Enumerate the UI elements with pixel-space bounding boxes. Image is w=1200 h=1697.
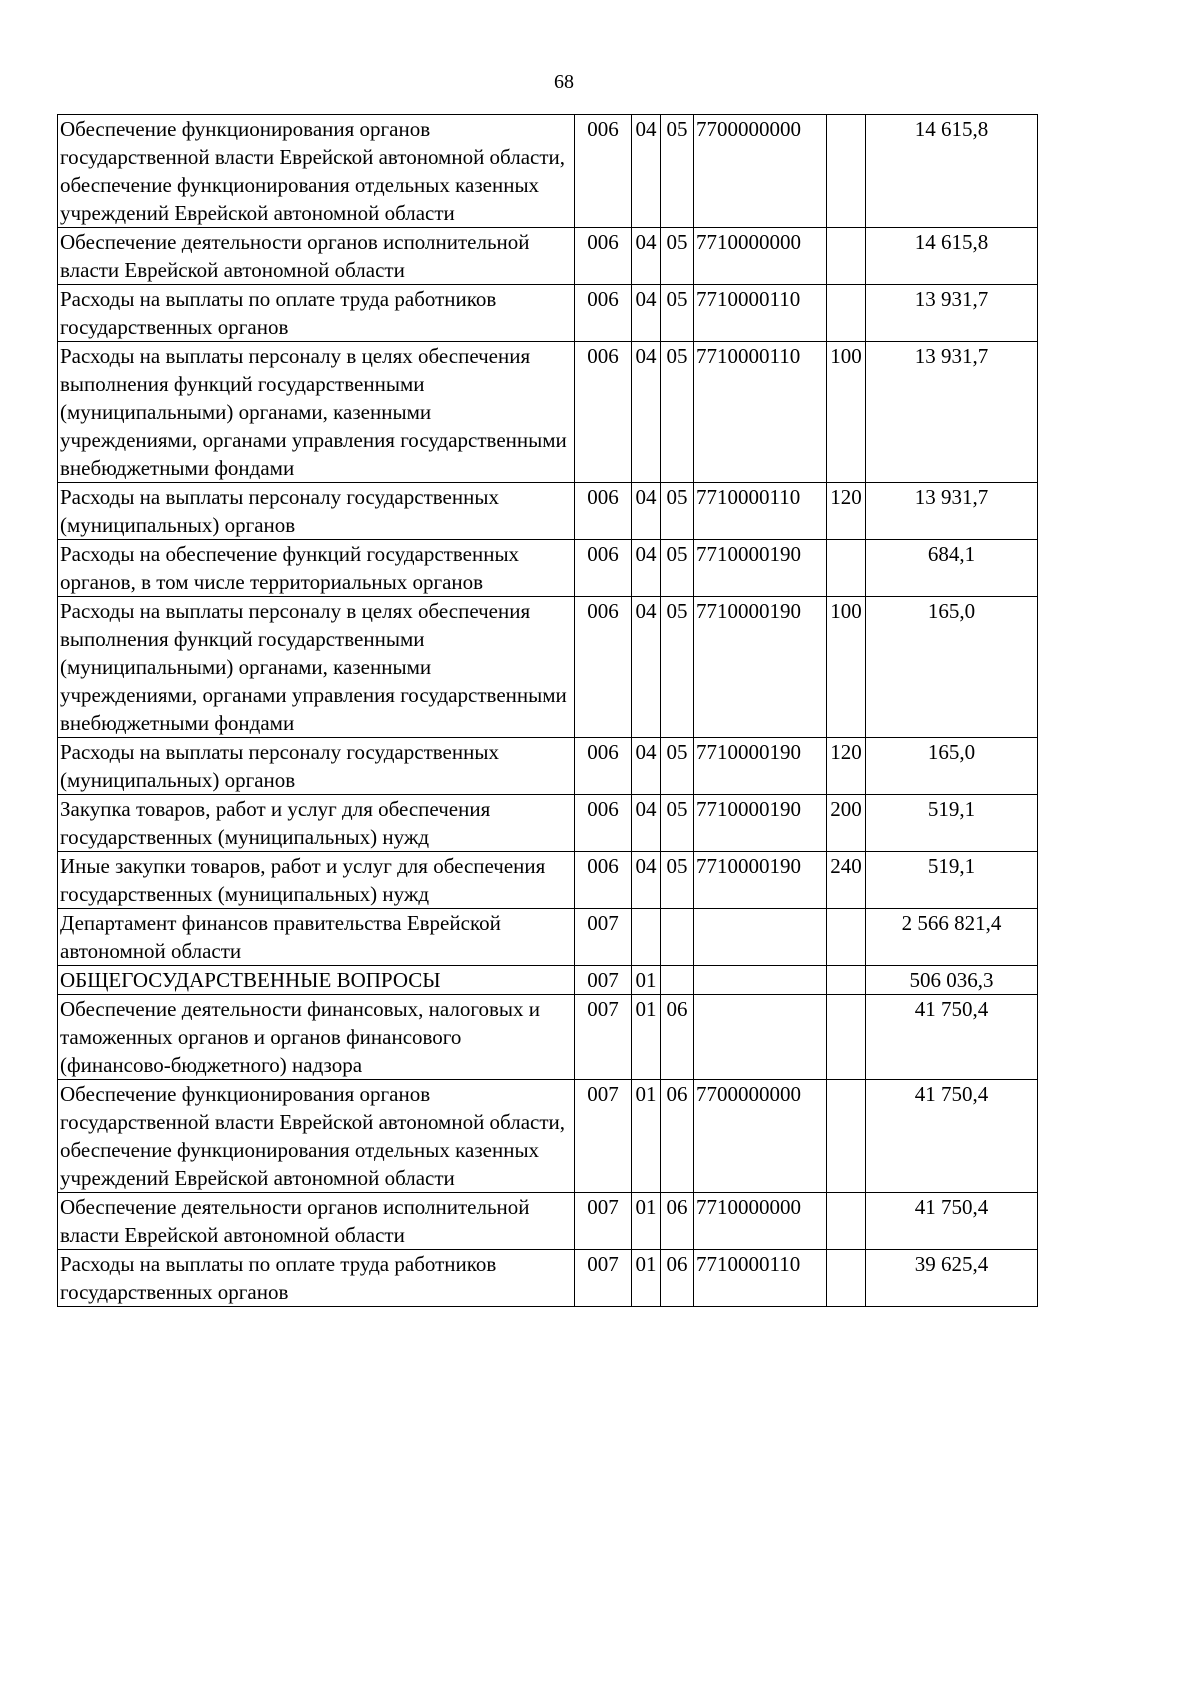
subsection-code-cell: 06 — [661, 1250, 694, 1307]
amount-cell: 165,0 — [866, 597, 1038, 738]
amount-cell: 519,1 — [866, 852, 1038, 909]
subsection-code-cell: 05 — [661, 115, 694, 228]
subsection-code-cell: 06 — [661, 995, 694, 1080]
expense-type-cell — [827, 115, 866, 228]
amount-cell: 39 625,4 — [866, 1250, 1038, 1307]
table-row — [58, 909, 1038, 966]
table-row — [58, 995, 1038, 1080]
expense-type-cell: 200 — [827, 795, 866, 852]
subsection-code-cell — [661, 966, 694, 995]
expense-name-cell: Расходы на выплаты персоналу в целях обеспечения выполнения функций государственными (муниципальными) органами, казенными учреждениями, органами управления государственными внебюджетными фондами — [58, 597, 575, 738]
section-code-cell: 01 — [632, 1250, 661, 1307]
expense-name-cell: ОБЩЕГОСУДАРСТВЕННЫЕ ВОПРОСЫ — [58, 966, 575, 995]
amount-cell: 41 750,4 — [866, 1080, 1038, 1193]
table-row — [58, 285, 1038, 342]
section-code-cell: 04 — [632, 795, 661, 852]
amount-cell: 506 036,3 — [866, 966, 1038, 995]
subsection-code-cell: 05 — [661, 738, 694, 795]
amount-cell: 14 615,8 — [866, 228, 1038, 285]
expense-type-cell — [827, 966, 866, 995]
expense-type-cell — [827, 1080, 866, 1193]
ministry-code-cell: 006 — [575, 228, 632, 285]
target-article-cell: 7710000190 — [694, 795, 827, 852]
amount-cell: 13 931,7 — [866, 483, 1038, 540]
target-article-cell: 7710000110 — [694, 342, 827, 483]
section-code-cell: 04 — [632, 540, 661, 597]
expense-type-cell — [827, 1250, 866, 1307]
section-code-cell: 01 — [632, 1080, 661, 1193]
expense-name-cell: Расходы на выплаты персоналу государственных (муниципальных) органов — [58, 738, 575, 795]
section-code-cell: 04 — [632, 342, 661, 483]
target-article-cell: 7710000190 — [694, 597, 827, 738]
target-article-cell — [694, 995, 827, 1080]
subsection-code-cell: 05 — [661, 795, 694, 852]
expense-name-cell: Обеспечение деятельности финансовых, налоговых и таможенных органов и органов финансового (финансово-бюджетного) надзора — [58, 995, 575, 1080]
table-row — [58, 1080, 1038, 1193]
amount-cell: 41 750,4 — [866, 995, 1038, 1080]
subsection-code-cell: 05 — [661, 540, 694, 597]
expense-name-cell: Обеспечение функционирования органов государственной власти Еврейской автономной области, обеспечение функционирования отдельных казенных учреждений Еврейской автономной области — [58, 1080, 575, 1193]
expense-type-cell — [827, 228, 866, 285]
expense-name-cell: Обеспечение деятельности органов исполнительной власти Еврейской автономной области — [58, 228, 575, 285]
expense-type-cell — [827, 909, 866, 966]
subsection-code-cell: 05 — [661, 597, 694, 738]
section-code-cell: 04 — [632, 228, 661, 285]
page-number: 68 — [554, 71, 574, 93]
target-article-cell: 7700000000 — [694, 1080, 827, 1193]
expense-type-cell: 100 — [827, 342, 866, 483]
ministry-code-cell: 006 — [575, 852, 632, 909]
target-article-cell: 7710000110 — [694, 483, 827, 540]
amount-cell: 2 566 821,4 — [866, 909, 1038, 966]
subsection-code-cell: 05 — [661, 285, 694, 342]
table-row — [58, 540, 1038, 597]
expense-name-cell: Обеспечение функционирования органов государственной власти Еврейской автономной области, обеспечение функционирования отдельных казенных учреждений Еврейской автономной области — [58, 115, 575, 228]
expense-type-cell: 240 — [827, 852, 866, 909]
expense-type-cell — [827, 995, 866, 1080]
expense-name-cell: Расходы на обеспечение функций государственных органов, в том числе территориальных органов — [58, 540, 575, 597]
amount-cell: 684,1 — [866, 540, 1038, 597]
target-article-cell — [694, 966, 827, 995]
expense-name-cell: Закупка товаров, работ и услуг для обеспечения государственных (муниципальных) нужд — [58, 795, 575, 852]
section-code-cell: 01 — [632, 995, 661, 1080]
expense-type-cell: 120 — [827, 483, 866, 540]
target-article-cell: 7710000190 — [694, 852, 827, 909]
section-code-cell: 04 — [632, 597, 661, 738]
ministry-code-cell: 007 — [575, 1080, 632, 1193]
ministry-code-cell: 007 — [575, 1250, 632, 1307]
expense-type-cell: 120 — [827, 738, 866, 795]
ministry-code-cell: 007 — [575, 966, 632, 995]
subsection-code-cell: 05 — [661, 228, 694, 285]
section-code-cell: 04 — [632, 483, 661, 540]
amount-cell: 41 750,4 — [866, 1193, 1038, 1250]
ministry-code-cell: 006 — [575, 540, 632, 597]
target-article-cell: 7710000000 — [694, 228, 827, 285]
section-code-cell: 04 — [632, 852, 661, 909]
target-article-cell: 7710000110 — [694, 285, 827, 342]
table-row — [58, 228, 1038, 285]
expense-type-cell — [827, 285, 866, 342]
expense-name-cell: Расходы на выплаты по оплате труда работников государственных органов — [58, 1250, 575, 1307]
target-article-cell — [694, 909, 827, 966]
expense-name-cell: Иные закупки товаров, работ и услуг для обеспечения государственных (муниципальных) нужд — [58, 852, 575, 909]
ministry-code-cell: 006 — [575, 597, 632, 738]
expense-name-cell: Расходы на выплаты по оплате труда работников государственных органов — [58, 285, 575, 342]
target-article-cell: 7710000190 — [694, 540, 827, 597]
target-article-cell: 7710000190 — [694, 738, 827, 795]
table-row — [58, 852, 1038, 909]
table-row — [58, 795, 1038, 852]
section-code-cell: 01 — [632, 966, 661, 995]
table-row — [58, 966, 1038, 995]
table-row — [58, 115, 1038, 228]
ministry-code-cell: 006 — [575, 342, 632, 483]
section-code-cell: 04 — [632, 738, 661, 795]
ministry-code-cell: 007 — [575, 1193, 632, 1250]
subsection-code-cell: 05 — [661, 483, 694, 540]
budget-table-body — [58, 115, 1038, 1307]
subsection-code-cell: 06 — [661, 1193, 694, 1250]
subsection-code-cell: 06 — [661, 1080, 694, 1193]
table-row — [58, 738, 1038, 795]
ministry-code-cell: 007 — [575, 909, 632, 966]
subsection-code-cell — [661, 909, 694, 966]
expense-name-cell: Обеспечение деятельности органов исполнительной власти Еврейской автономной области — [58, 1193, 575, 1250]
expense-type-cell: 100 — [827, 597, 866, 738]
expense-name-cell: Департамент финансов правительства Еврейской автономной области — [58, 909, 575, 966]
ministry-code-cell: 006 — [575, 795, 632, 852]
expense-name-cell: Расходы на выплаты персоналу в целях обеспечения выполнения функций государственными (муниципальными) органами, казенными учреждениями, органами управления государственными внебюджетными фондами — [58, 342, 575, 483]
table-row — [58, 483, 1038, 540]
target-article-cell: 7710000110 — [694, 1250, 827, 1307]
amount-cell: 165,0 — [866, 738, 1038, 795]
subsection-code-cell: 05 — [661, 342, 694, 483]
amount-cell: 13 931,7 — [866, 285, 1038, 342]
amount-cell: 14 615,8 — [866, 115, 1038, 228]
expense-type-cell — [827, 540, 866, 597]
subsection-code-cell: 05 — [661, 852, 694, 909]
section-code-cell — [632, 909, 661, 966]
amount-cell: 519,1 — [866, 795, 1038, 852]
table-row — [58, 1250, 1038, 1307]
budget-table — [57, 114, 1038, 1307]
expense-type-cell — [827, 1193, 866, 1250]
target-article-cell: 7700000000 — [694, 115, 827, 228]
section-code-cell: 04 — [632, 285, 661, 342]
target-article-cell: 7710000000 — [694, 1193, 827, 1250]
section-code-cell: 04 — [632, 115, 661, 228]
ministry-code-cell: 006 — [575, 285, 632, 342]
table-row — [58, 597, 1038, 738]
ministry-code-cell: 006 — [575, 115, 632, 228]
expense-name-cell: Расходы на выплаты персоналу государственных (муниципальных) органов — [58, 483, 575, 540]
amount-cell: 13 931,7 — [866, 342, 1038, 483]
section-code-cell: 01 — [632, 1193, 661, 1250]
ministry-code-cell: 006 — [575, 483, 632, 540]
ministry-code-cell: 006 — [575, 738, 632, 795]
ministry-code-cell: 007 — [575, 995, 632, 1080]
table-row — [58, 342, 1038, 483]
table-row — [58, 1193, 1038, 1250]
